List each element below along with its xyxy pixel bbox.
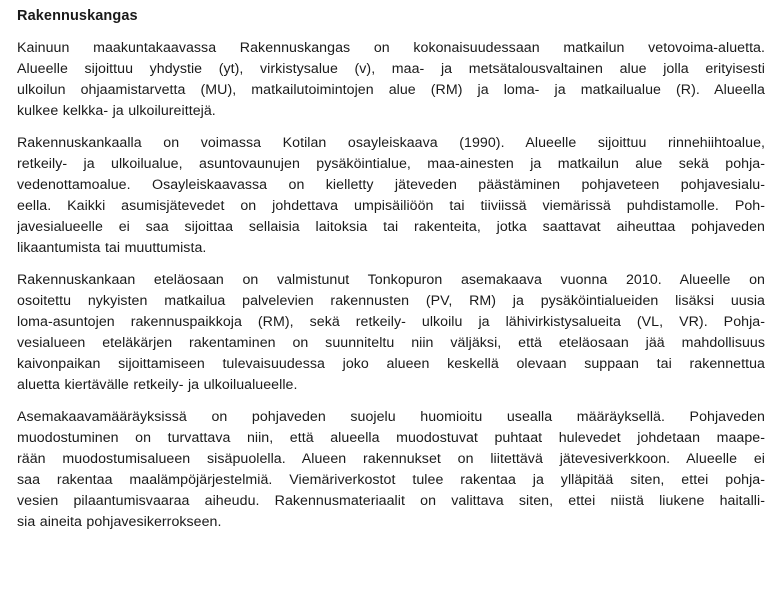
text-line: Rakennuskankaan eteläosaan on valmistunut Tonkopuron asemakaava vuonna 2010. Alueelle on [17,272,765,288]
text-line: kaivonpaikan sijoittamiseen tulevaisuudessa joko alueen keskellä olevaan suppaan tai rakennettua [17,356,765,372]
text-line: muodostuminen on turvattava niin, että alueella muodostuvat puhtaat hulevedet johdetaan maape- [17,430,765,446]
text-line: kulkee kelkka- ja ulkoilureittejä. [17,103,216,119]
text-line: rään muodostumisalueen sisäpuolella. Alueen rakennukset on liitettävä jätevesiverkkoon. Alueelle ei [17,451,765,467]
paragraph-osayleiskaava [17,133,765,259]
text-line: likaantumista tai muuttumista. [17,240,207,256]
text-line: saa rakentaa maalämpöjärjestelmiä. Viemäriverkostot tulee rakentaa ja ylläpitää siten, ettei pohja- [17,472,765,488]
text-line: Asemakaavamääräyksissä on pohjaveden suojelu huomioitu usealla määräyksellä. Pohjaveden [17,409,765,425]
text-line: retkeily- ja ulkoilualue, asuntovaunujen pysäköintialue, maa-ainesten ja matkailun alue sekä pohja- [17,156,765,172]
document-page [17,6,765,544]
section-heading: Rakennuskangas [17,8,138,24]
text-line: eella. Kaikki asumisjätevedet on johdettava umpisäiliöön tai tiiviissä viemärissä puhdistamolle. Poh- [17,198,765,214]
text-line: aluetta kiertävälle retkeily- ja ulkoilualueelle. [17,377,298,393]
text-line: Rakennuskankaalla on voimassa Kotilan osayleiskaava (1990). Alueelle sijoittuu rinnehiihtoalue, [17,135,765,151]
text-line: vedenottamoalue. Osayleiskaavassa on kielletty jäteveden päästäminen pohjaveteen pohjavesialu- [17,177,765,193]
text-line: osoitettu nykyisten matkailua palvelevien rakennusten (PV, RM) ja pysäköintialueiden lisäksi uusia [17,293,765,309]
text-line: vesialueen eteläkärjen rakentaminen on suunniteltu niin väljäksi, että eteläosaan jää mahdollisuus [17,335,765,351]
text-line: vesien pilaantumisvaaraa aiheudu. Rakennusmateriaalit on valittava siten, ettei niistä liukene haitalli- [17,493,765,509]
paragraph-maaraykset [17,407,765,533]
text-line: Alueelle sijoittuu yhdystie (yt), virkistysalue (v), maa- ja metsätalousvaltainen alue jolla erityisesti [17,61,765,77]
text-line: javesialueelle ei saa sijoittaa sellaisia laitoksia tai rakenteita, jotka saattavat aiheuttaa pohjaveden [17,219,765,235]
text-line: Kainuun maakuntakaavassa Rakennuskangas on kokonaisuudessaan matkailun vetovoima-aluetta. [17,40,765,56]
text-line: sia aineita pohjavesikerrokseen. [17,514,222,530]
paragraph-maakuntakaava [17,38,765,122]
paragraph-asemakaava [17,270,765,396]
text-line: ulkoilun ohjaamistarvetta (MU), matkailutoimintojen alue (RM) ja loma- ja matkailualue (R). Alueella [17,82,765,98]
text-line: loma-asuntojen rakennuspaikkoja (RM), sekä retkeily- ulkoilu ja lähivirkistysalueita (VL, VR). Pohja- [17,314,765,330]
